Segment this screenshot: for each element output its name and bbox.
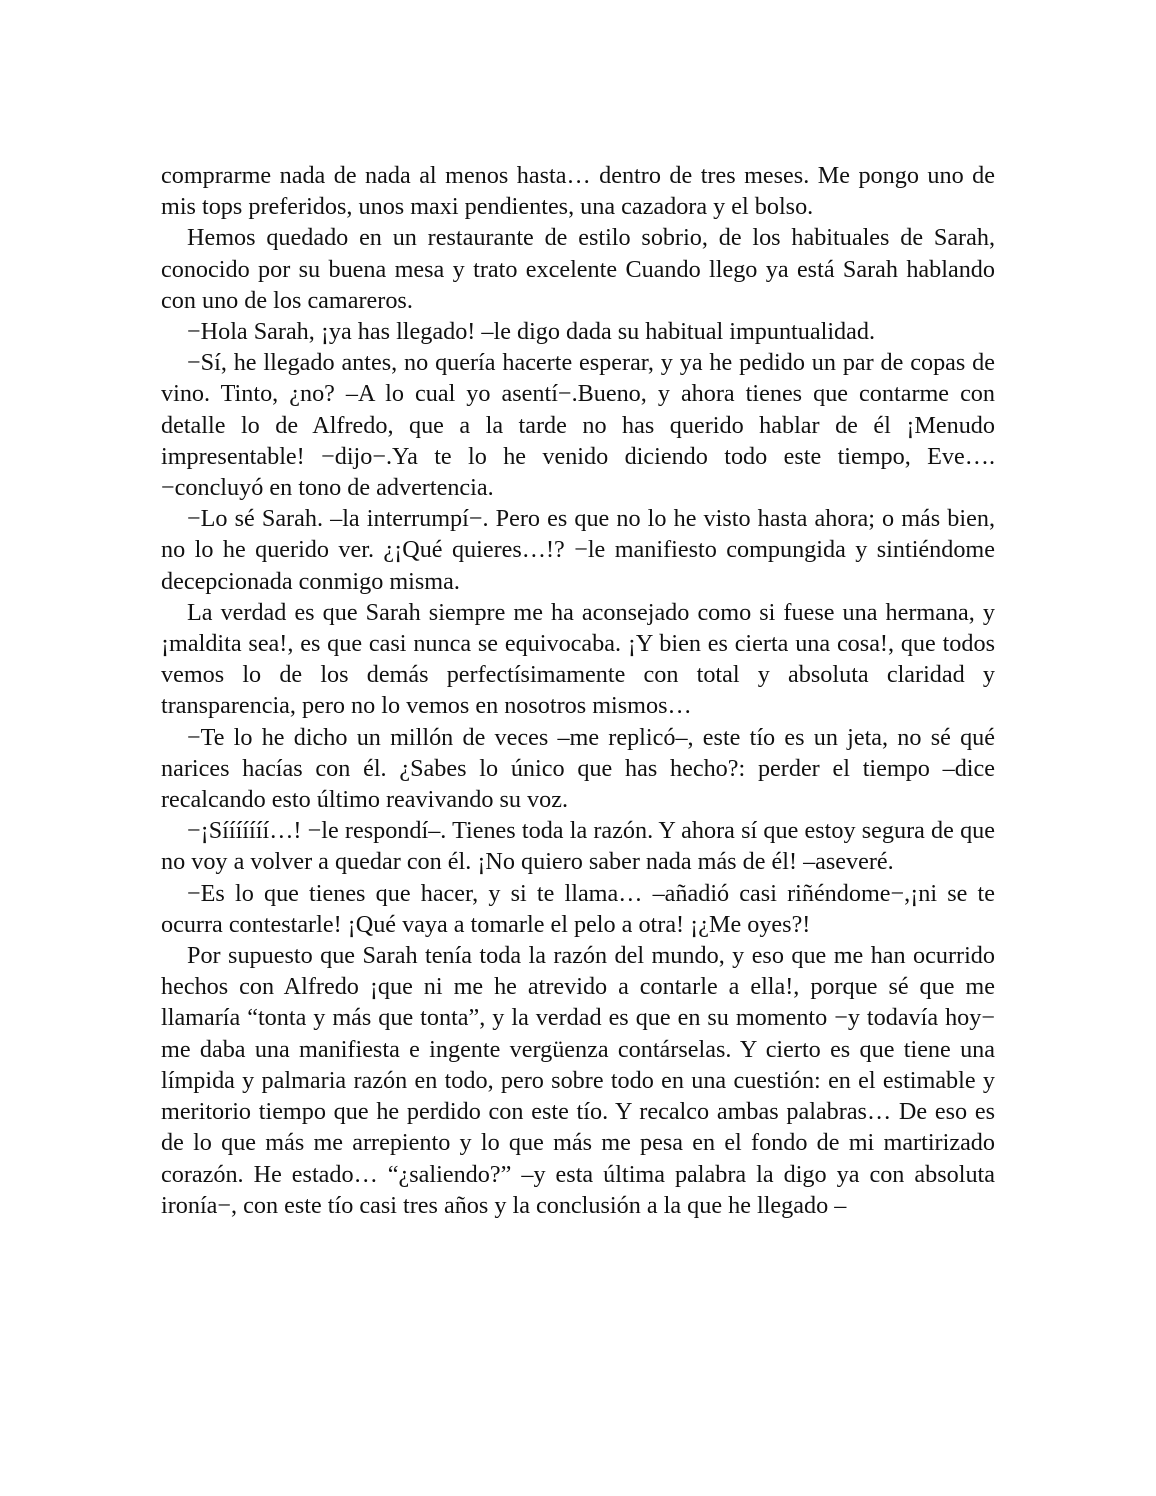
paragraph-9: −Es lo que tienes que hacer, y si te llama… –añadió casi riñéndome−,¡ni se te ocurra contestarle! ¡Qué vaya a tomarle el pelo a otra! ¡¿Me oyes?! <box>161 879 995 938</box>
paragraph-3: −Hola Sarah, ¡ya has llegado! –le digo dada su habitual impuntualidad. <box>187 318 876 346</box>
paragraph-7: −Te lo he dicho un millón de veces –me replicó–, este tío es un jeta, no sé qué narices hacías con él. ¿Sabes lo único que has hecho?: perder el tiempo –dice recalcando esto último reavivando su voz. <box>161 723 995 814</box>
paragraph-6: La verdad es que Sarah siempre me ha aconsejado como si fuese una hermana, y ¡maldita sea!, es que casi nunca se equivocaba. ¡Y bien es cierta una cosa!, que todos vemos lo de los demás perfectísimamente con total y absoluta claridad y transparencia, pero no lo vemos en nosotros mismos… <box>161 598 995 720</box>
paragraph-1: comprarme nada de nada al menos hasta… dentro de tres meses. Me pongo uno de mis tops preferidos, unos maxi pendientes, una cazadora y el bolso. <box>161 162 995 221</box>
paragraph-10: Por supuesto que Sarah tenía toda la razón del mundo, y eso que me han ocurrido hechos con Alfredo ¡que ni me he atrevido a contarle a ella!, porque sé que me llamaría “tonta y más que tonta”, y la verdad es que en su momento −y todavía hoy− me daba una manifiesta e ingente vergüenza contárselas. Y cierto es que tiene una límpida y palmaria razón en todo, pero sobre todo en una cuestión: en el estimable y meritorio tiempo que he perdido con este tío. Y recalco ambas palabras… De eso es de lo que más me arrepiento y lo que más me pesa en el fondo de mi martirizado corazón. He estado… “¿saliendo?” –y esta última palabra la digo ya con absoluta ironía−, con este tío casi tres años y la conclusión a la que he llegado – <box>161 942 995 1219</box>
paragraph-2: Hemos quedado en un restaurante de estilo sobrio, de los habituales de Sarah, conocido por su buena mesa y trato excelente Cuando llego ya está Sarah hablando con uno de los camareros. <box>161 224 995 314</box>
paragraph-4: −Sí, he llegado antes, no quería hacerte esperar, y ya he pedido un par de copas de vino. Tinto, ¿no? –A lo cual yo asentí−.Bueno, y ahora tienes que contarme con detalle lo de Alfredo, que a la tarde no has querido hablar de él ¡Menudo impresentable! −dijo−.Ya te lo he venido diciendo todo este tiempo, Eve…. −concluyó en tono de advertencia. <box>161 349 995 502</box>
paragraph-5: −Lo sé Sarah. –la interrumpí−. Pero es que no lo he visto hasta ahora; o más bien, no lo he querido ver. ¿¡Qué quieres…!? −le manifiesto compungida y sintiéndome decepcionada conmigo misma. <box>161 505 995 595</box>
page-body <box>161 160 995 1221</box>
paragraph-8: −¡Sííííííí…! −le respondí–. Tienes toda la razón. Y ahora sí que estoy segura de que no voy a volver a quedar con él. ¡No quiero saber nada más de él! –aseveré. <box>161 817 995 876</box>
